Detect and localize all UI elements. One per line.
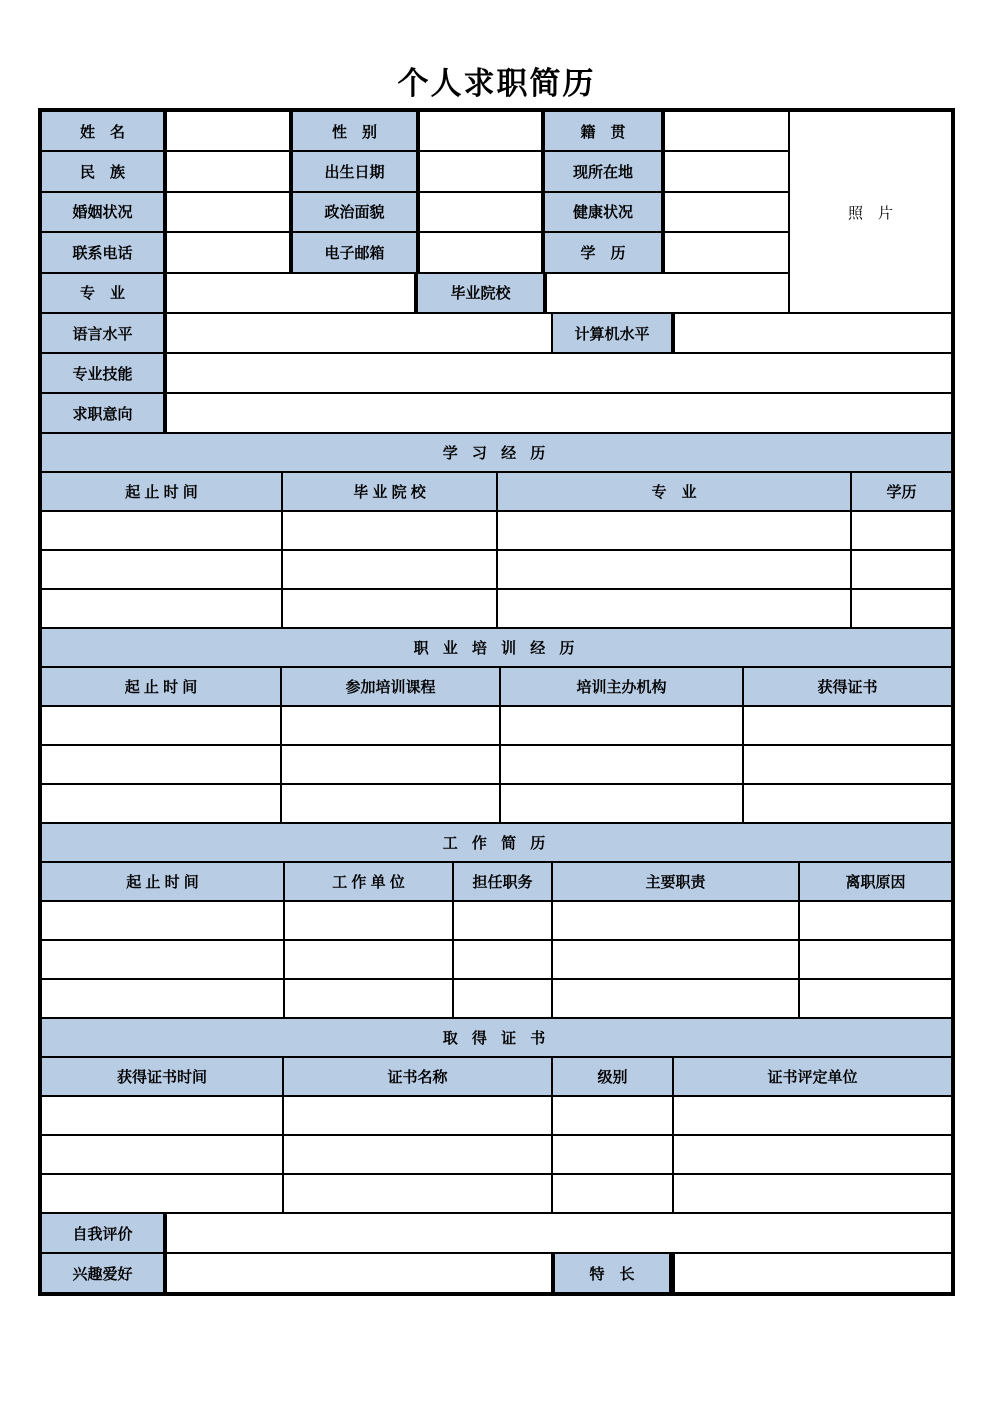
training-row-cell[interactable]: [282, 746, 499, 783]
work-row-cell[interactable]: [285, 941, 452, 978]
work-row-cell[interactable]: [42, 941, 283, 978]
certificate-row-cell[interactable]: [553, 1097, 672, 1134]
email-label: 电子邮箱: [293, 233, 416, 271]
training-row-cell[interactable]: [282, 785, 499, 822]
training-section-title: 职 业 培 训 经 历: [42, 629, 951, 666]
gender-input-cell[interactable]: [418, 112, 543, 150]
certificate-row-cell[interactable]: [284, 1136, 551, 1173]
language-level-label: 语言水平: [42, 314, 163, 352]
certificate-section: [42, 1019, 951, 1212]
current-location-input-cell[interactable]: [663, 152, 788, 190]
political-status-label: 政治面貌: [293, 193, 416, 231]
hobbies-label: 兴趣爱好: [42, 1254, 163, 1292]
work-section-title: 工 作 简 历: [42, 824, 951, 861]
certificate-section-title: 取 得 证 书: [42, 1019, 951, 1056]
work-row-cell[interactable]: [800, 902, 951, 939]
education-section: [42, 434, 951, 627]
education-row-cell[interactable]: [498, 551, 850, 588]
certificate-row-cell[interactable]: [42, 1175, 282, 1212]
certificate-header-time: 获得证书时间: [42, 1058, 282, 1095]
education-level-label: 学 历: [545, 233, 661, 271]
major-input-cell[interactable]: [165, 274, 416, 312]
photo-cell[interactable]: 照 片: [790, 112, 951, 312]
specialty-input-cell[interactable]: [673, 1254, 951, 1292]
education-row-cell[interactable]: [852, 512, 951, 549]
training-header-course: 参加培训课程: [282, 668, 499, 705]
health-status-input-cell[interactable]: [663, 193, 788, 231]
native-place-label: 籍 贯: [545, 112, 661, 150]
training-row-cell[interactable]: [501, 707, 742, 744]
self-evaluation-row: [42, 1214, 951, 1252]
training-header-organizer: 培训主办机构: [501, 668, 742, 705]
training-header-certificate: 获得证书: [744, 668, 951, 705]
resume-table: [38, 108, 955, 1296]
certificate-row-cell[interactable]: [553, 1175, 672, 1212]
graduate-school-label: 毕业院校: [418, 274, 543, 312]
certificate-row-cell[interactable]: [42, 1136, 282, 1173]
certificate-row-cell[interactable]: [284, 1097, 551, 1134]
gender-label: 性 别: [293, 112, 416, 150]
training-row-cell[interactable]: [744, 746, 951, 783]
work-row-cell[interactable]: [42, 980, 283, 1017]
objective-label: 求职意向: [42, 394, 163, 432]
work-row-cell[interactable]: [553, 902, 798, 939]
training-row-cell[interactable]: [282, 707, 499, 744]
certificate-row-cell[interactable]: [553, 1136, 672, 1173]
training-row-cell[interactable]: [501, 746, 742, 783]
self-evaluation-input-cell[interactable]: [165, 1214, 951, 1252]
ethnicity-input-cell[interactable]: [165, 152, 291, 190]
current-location-label: 现所在地: [545, 152, 661, 190]
skills-input-cell[interactable]: [165, 354, 951, 392]
email-input-cell[interactable]: [418, 233, 543, 271]
personal-info-section: [42, 112, 951, 312]
certificate-row-cell[interactable]: [284, 1175, 551, 1212]
certificate-row-cell[interactable]: [674, 1136, 951, 1173]
work-header-company: 工 作 单 位: [285, 863, 452, 900]
birth-date-label: 出生日期: [293, 152, 416, 190]
education-row-cell[interactable]: [852, 590, 951, 627]
specialty-label: 特 长: [553, 1254, 671, 1292]
language-computer-row: [42, 314, 951, 352]
name-input-cell[interactable]: [165, 112, 291, 150]
education-row-cell[interactable]: [498, 512, 850, 549]
self-evaluation-label: 自我评价: [42, 1214, 163, 1252]
education-row-cell[interactable]: [42, 551, 281, 588]
marital-status-input-cell[interactable]: [165, 193, 291, 231]
marital-status-label: 婚姻状况: [42, 193, 163, 231]
work-row-cell[interactable]: [800, 941, 951, 978]
work-row-cell[interactable]: [42, 902, 283, 939]
education-row-cell[interactable]: [283, 590, 496, 627]
certificate-row-cell[interactable]: [674, 1097, 951, 1134]
work-row-cell[interactable]: [454, 980, 551, 1017]
native-place-input-cell[interactable]: [663, 112, 788, 150]
work-row-cell[interactable]: [285, 980, 452, 1017]
training-row-cell[interactable]: [744, 707, 951, 744]
training-row-cell[interactable]: [42, 746, 280, 783]
computer-level-input-cell[interactable]: [673, 314, 951, 352]
certificate-row-cell[interactable]: [42, 1097, 282, 1134]
training-row-cell[interactable]: [744, 785, 951, 822]
major-label: 专 业: [42, 274, 163, 312]
work-row-cell[interactable]: [553, 941, 798, 978]
hobbies-specialty-row: [42, 1254, 951, 1292]
work-header-duties: 主要职责: [553, 863, 798, 900]
work-section: [42, 824, 951, 1017]
certificate-header-issuer: 证书评定单位: [674, 1058, 951, 1095]
ethnicity-label: 民 族: [42, 152, 163, 190]
page-title: 个人求职简历: [397, 66, 596, 101]
education-header-degree: 学历: [852, 473, 951, 510]
education-header-major: 专 业: [498, 473, 850, 510]
phone-label: 联系电话: [42, 233, 163, 271]
work-header-leave-reason: 离职原因: [800, 863, 951, 900]
political-status-input-cell[interactable]: [418, 193, 543, 231]
work-row-cell[interactable]: [553, 980, 798, 1017]
work-row-cell[interactable]: [285, 902, 452, 939]
training-header-period: 起 止 时 间: [42, 668, 280, 705]
skills-label: 专业技能: [42, 354, 163, 392]
language-level-input-cell[interactable]: [165, 314, 551, 352]
education-section-title: 学 习 经 历: [42, 434, 951, 471]
work-header-position: 担任职务: [454, 863, 551, 900]
certificate-header-name: 证书名称: [284, 1058, 551, 1095]
education-row-cell[interactable]: [852, 551, 951, 588]
work-header-period: 起 止 时 间: [42, 863, 283, 900]
education-header-school: 毕 业 院 校: [283, 473, 496, 510]
work-row-cell[interactable]: [800, 980, 951, 1017]
health-status-label: 健康状况: [545, 193, 661, 231]
computer-level-label: 计算机水平: [553, 314, 671, 352]
skills-row: [42, 354, 951, 392]
education-row-cell[interactable]: [283, 512, 496, 549]
education-row-cell[interactable]: [498, 590, 850, 627]
education-row-cell[interactable]: [42, 512, 281, 549]
education-row-cell[interactable]: [42, 590, 281, 627]
work-row-cell[interactable]: [454, 902, 551, 939]
certificate-header-level: 级别: [553, 1058, 672, 1095]
birth-date-input-cell[interactable]: [418, 152, 543, 190]
certificate-row-cell[interactable]: [674, 1175, 951, 1212]
training-section: [42, 629, 951, 822]
education-header-period: 起 止 时 间: [42, 473, 281, 510]
hobbies-input-cell[interactable]: [165, 1254, 551, 1292]
education-row-cell[interactable]: [283, 551, 496, 588]
phone-input-cell[interactable]: [165, 233, 291, 271]
graduate-school-input-cell[interactable]: [545, 274, 788, 312]
objective-row: [42, 394, 951, 432]
education-level-input-cell[interactable]: [663, 233, 788, 271]
objective-input-cell[interactable]: [165, 394, 951, 432]
training-row-cell[interactable]: [42, 785, 280, 822]
work-row-cell[interactable]: [454, 941, 551, 978]
training-row-cell[interactable]: [42, 707, 280, 744]
training-row-cell[interactable]: [501, 785, 742, 822]
name-label: 姓 名: [42, 112, 163, 150]
